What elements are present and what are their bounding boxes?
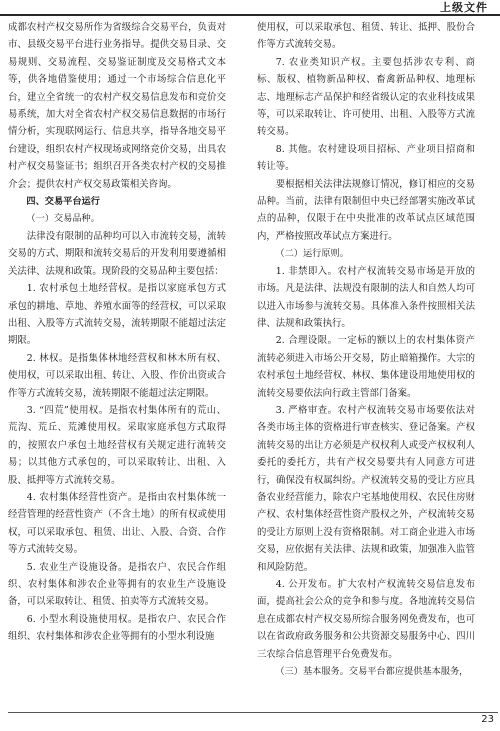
paragraph: 7. 农业类知识产权。主要包括涉农专利、商标、版权、植物新品种权、畜禽新品种权、地理标志、地理标志产品保护和经省级认定的农业科技成果等，可以采取转让、许可使用、出租、入股等方式流转交易。 [257, 56, 475, 138]
footer-rule [8, 712, 498, 713]
paragraph: 2. 林权。是指集体林地经营权和林木所有权、使用权，可以采取出租、转让、入股、作价出资或合作等方式流转交易，流转期限不能超过法定期限。 [8, 352, 226, 399]
paragraph: 1. 非禁即入。农村产权流转交易市场是开放的市场。凡是法律、法规没有限制的法人和自然人均可以进入市场参与流转交易。具体准入条件按照相关法律、法规和政策执行。 [257, 265, 475, 329]
paragraph: 1. 农村承包土地经营权。是指以家庭承包方式承包的耕地、草地、养殖水面等的经营权，可以采取出租、入股等方式流转交易，流转期限不能超过法定期限。 [8, 283, 226, 347]
right-column [257, 19, 475, 709]
paragraph: 2. 合理设限。一定标的额以上的农村集体资产流转必须进入市场公开交易，防止暗箱操作。大宗的农村承包土地经营权、林权、集体建设用地使用权的流转交易要依法向行政主管部门备案。 [257, 335, 475, 399]
paragraph: 8. 其他。农村建设项目招标、产业项目招商和转让等。 [257, 143, 475, 173]
paragraph: 成都农村产权交易所作为省级综合交易平台，负责对市、县级交易平台进行业务指导。提供交易目录、交易规则、交易流程、交易鉴证制度及交易格式文本等，供各地借鉴使用；通过一个市场综合信息化平台，建立全省统一的农村产权交易信息发布和竞价交易系统，加大对全省农村产权交易信息数据的市场行情分析，实现联网运行、信息共享，指导各地交易平台建设，组织农村产权现场或网络竞价交易，出具农村产权交易鉴证书；组织召开各类农村产权的交易推介会；提供农村产权交易政策相关咨询。 [8, 22, 226, 190]
paragraph: 3. “四荒”使用权。是指农村集体所有的荒山、荒沟、荒丘、荒滩使用权。采取家庭承包方式取得的，按照农户承包土地经营权有关规定进行流转交易；以其他方式承包的，可以采取转让、出租、入股、抵押等方式流转交易。 [8, 404, 226, 486]
paragraph: 5. 农业生产设施设备。是指农户、农民合作组织、农村集体和涉农企业等拥有的农业生产设施设备，可以采取转让、租赁、拍卖等方式流转交易。 [8, 561, 226, 608]
header-rule [0, 14, 500, 16]
paragraph: 4. 农村集体经营性资产。是指由农村集体统一经营管理的经营性资产（不含土地）的所有权或使用权，可以采取承包、租赁、出让、入股、合资、合作等方式流转交易。 [8, 491, 226, 556]
section-heading: 四、交易平台运行 [26, 196, 100, 208]
paragraph: 4. 公开发布。扩大农村产权流转交易信息发布面，提高社会公众的竞争和参与度。各地流转交易信息在成都农村产权交易所综合服务网免费发布，也可以在省政府政务服务和公共资源交易服务中心、四川三农综合信息管理平台免费发布。 [257, 579, 475, 660]
section-label: 上级文件 [440, 1, 488, 14]
paragraph: 法律没有限制的品种均可以入市流转交易，流转交易的方式、期限和流转交易后的开发利用要遵循相关法律、法规和政策。现阶段的交易品种主要包括： [8, 230, 226, 277]
left-column [8, 19, 226, 709]
page-number: 23 [481, 714, 494, 725]
subsection-heading: （三）基本服务。交易平台都应提供基本服务， [275, 666, 469, 678]
page-header [0, 0, 500, 14]
paragraph: 6. 小型水利设施使用权。是指农户、农民合作组织、农村集体和涉农企业等拥有的小型水利设施 [8, 613, 226, 643]
paragraph: 要根据相关法律法规修订情况，修订相应的交易品种。当前，法律有限制但中央已经部署实施改革试点的品种，仅限于在中央批准的改革试点区域范围内，严格按照改革试点方案进行。 [257, 178, 475, 242]
paragraph: 3. 严格审查。农村产权流转交易市场要依法对各类市场主体的资格进行审查核实、登记备案。产权流转交易的出让方必须是产权权利人或受产权权利人委托的委托方，共有产权交易要共有人同意方可进行，确保没有权属纠纷。产权流转交易的受让方应具备农业经营能力，除农户宅基地使用权、农民住房财产权、农村集体经营性资产股权之外，产权流转交易的受让方原则上没有资格限制。对工商企业进入市场交易，应依据有关法律、法规和政策，加强准入监管和风险防范。 [257, 404, 475, 573]
subsection-heading: （二）运行原则。 [275, 248, 349, 260]
subsection-heading: （一）交易品种。 [26, 213, 100, 225]
paragraph: 使用权，可以采取承包、租赁、转让、抵押、股份合作等方式流转交易。 [257, 22, 475, 51]
